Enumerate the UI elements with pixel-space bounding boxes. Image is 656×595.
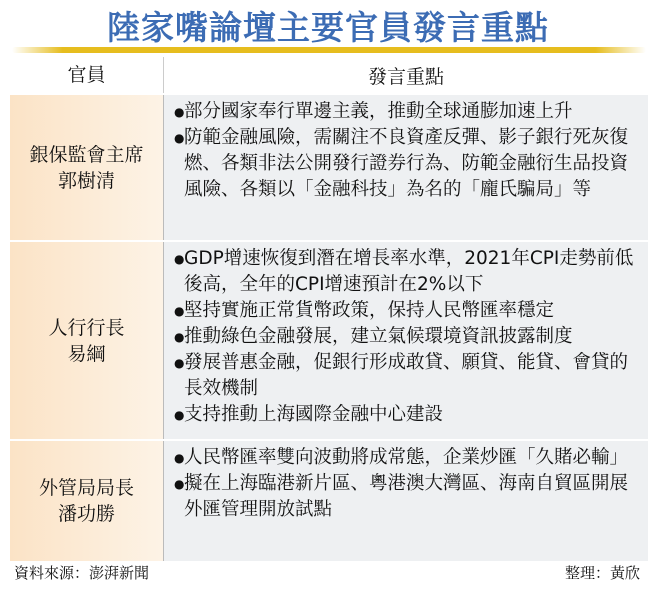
bullet-icon: ● xyxy=(174,408,185,422)
header-points: 發言重點 xyxy=(367,65,444,88)
points-cell xyxy=(164,95,648,240)
officials-table xyxy=(10,57,648,561)
official-name: 郭樹清 xyxy=(57,169,115,192)
point-text: GDP增速恢復到潛在增長率水準，2021年CPI走勢前低後高，全年的CPI增速預計在2%以下 xyxy=(184,248,634,295)
bullet-icon: ● xyxy=(174,304,185,318)
point-text: 發展普惠金融，促銀行形成敢貸、願貸、能貸、會貸的長效機制 xyxy=(184,352,629,399)
list-item xyxy=(174,445,642,471)
table-row xyxy=(10,93,648,240)
bullet-icon: ● xyxy=(174,252,185,266)
bullet-icon: ● xyxy=(174,477,185,491)
list-item xyxy=(174,471,642,523)
bullet-icon: ● xyxy=(174,330,185,344)
table-row xyxy=(10,439,648,561)
point-text: 防範金融風險，需關注不良資產反彈、影子銀行死灰復燃、各類非法公開發行證券行為、防範金融衍生品投資風險、各類以「金融科技」為名的「龐氏騙局」等 xyxy=(184,127,629,200)
point-text: 堅持實施正常貨幣政策，保持人民幣匯率穩定 xyxy=(184,300,555,321)
point-text: 擬在上海臨港新片區、粵港澳大灣區、海南自貿區開展外匯管理開放試點 xyxy=(184,473,629,520)
bullet-icon: ● xyxy=(174,356,185,370)
bullet-icon: ● xyxy=(174,105,185,119)
table-row xyxy=(10,240,648,439)
list-item xyxy=(174,350,642,402)
official-title: 銀保監會主席 xyxy=(29,143,144,166)
editor-note: 整理：黃欣 xyxy=(564,564,640,582)
bullet-icon: ● xyxy=(174,451,185,465)
official-name: 潘功勝 xyxy=(57,503,115,525)
source-note: 資料來源：澎湃新聞 xyxy=(14,564,150,582)
header-official: 官員 xyxy=(10,57,164,93)
point-text: 支持推動上海國際金融中心建設 xyxy=(184,404,444,425)
page-title: 陸家嘴論壇主要官員發言重點 xyxy=(107,8,549,47)
points-cell xyxy=(164,441,648,561)
list-item xyxy=(174,99,642,125)
table-header xyxy=(10,57,648,93)
list-item xyxy=(174,298,642,324)
bullet-icon: ● xyxy=(174,131,185,145)
point-text: 部分國家奉行單邊主義，推動全球通膨加速上升 xyxy=(184,101,573,122)
list-item xyxy=(174,125,642,203)
list-item xyxy=(174,246,642,298)
official-title: 外管局局長 xyxy=(38,477,134,499)
title-divider xyxy=(12,47,646,53)
points-cell xyxy=(164,242,648,439)
official-cell xyxy=(10,95,164,240)
official-name: 易綱 xyxy=(67,342,106,365)
footer xyxy=(14,562,640,583)
point-text: 推動綠色金融發展，建立氣候環境資訊披露制度 xyxy=(184,326,573,347)
official-title: 人行行長 xyxy=(48,316,125,339)
official-cell xyxy=(10,441,164,561)
list-item xyxy=(174,324,642,350)
list-item xyxy=(174,402,642,428)
official-cell xyxy=(10,242,164,439)
point-text: 人民幣匯率雙向波動將成常態，企業炒匯「久賭必輸」 xyxy=(184,447,629,468)
